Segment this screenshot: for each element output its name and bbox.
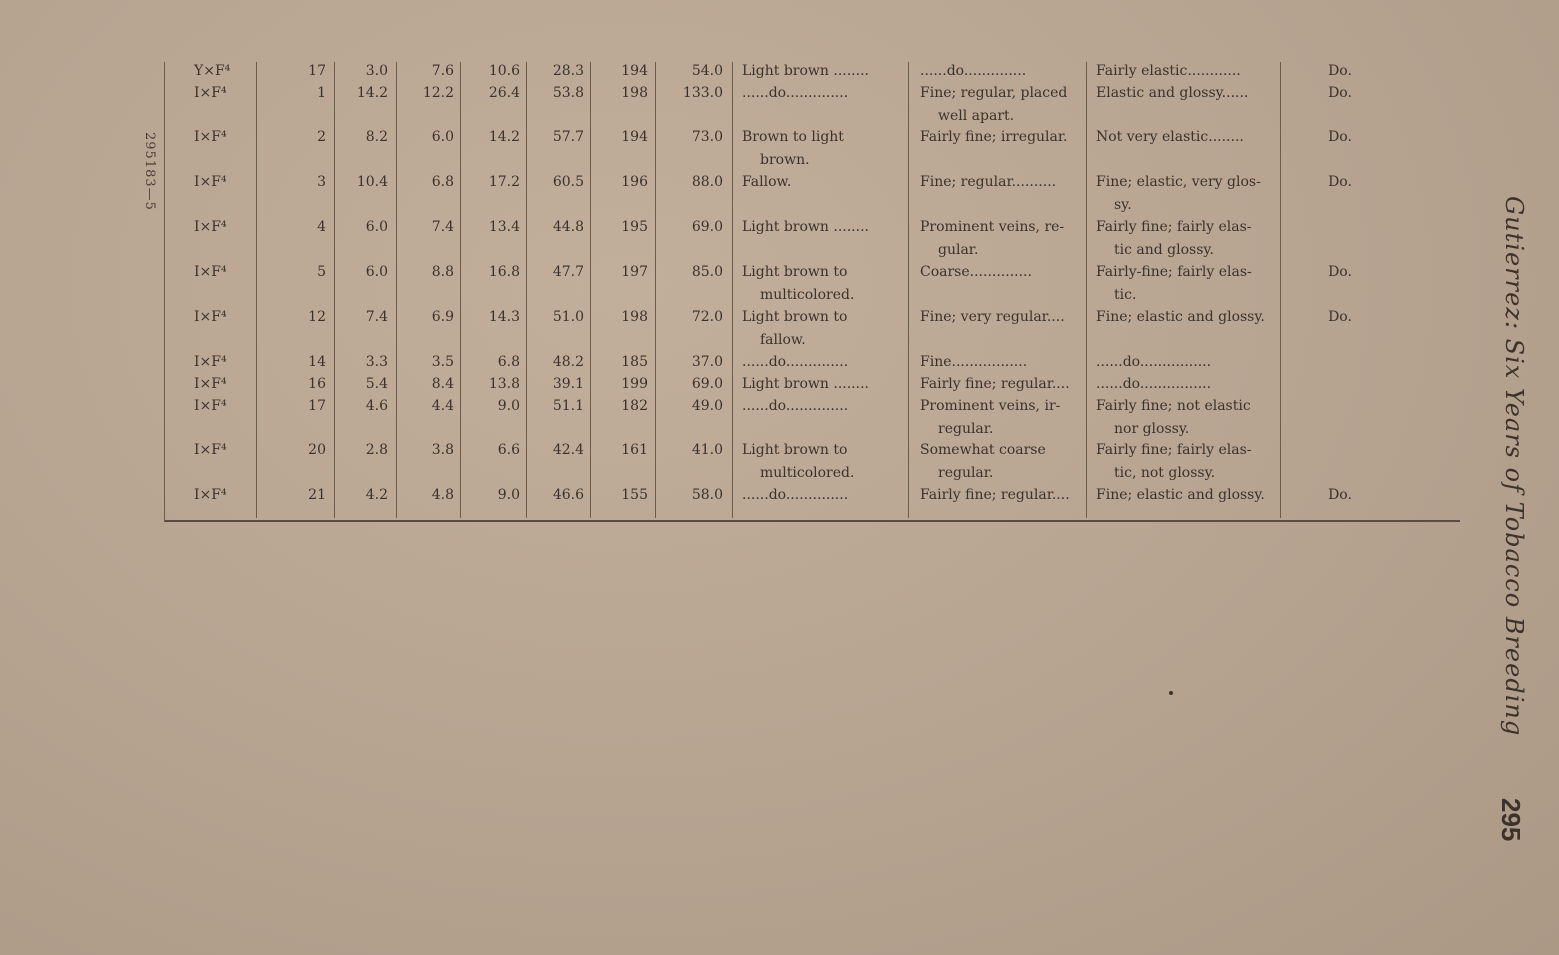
value-cell: 194 xyxy=(621,129,648,145)
color-cell xyxy=(742,216,904,239)
value-cell: 37.0 xyxy=(691,354,723,370)
value-cell: 46.6 xyxy=(552,487,584,503)
value-cell: 13.4 xyxy=(488,219,520,235)
elasticity-cell xyxy=(1096,171,1278,217)
value-cell: 7.4 xyxy=(365,309,388,325)
elasticity-cell xyxy=(1096,439,1278,485)
cell-line: Fairly-fine; fairly elas- xyxy=(1096,264,1252,280)
column-rule xyxy=(732,62,733,518)
elasticity-cell xyxy=(1096,373,1278,396)
cell-line: Fine; very regular.... xyxy=(920,309,1065,325)
cross-cell: I×F⁴ xyxy=(194,354,227,370)
value-cell: 6.0 xyxy=(365,219,388,235)
value-cell: 4.8 xyxy=(431,487,454,503)
cross-cell: I×F⁴ xyxy=(194,264,227,280)
plant-number-cell: 20 xyxy=(308,442,326,458)
value-cell: 44.8 xyxy=(552,219,584,235)
cross-cell: I×F⁴ xyxy=(194,85,227,101)
cell-line: Fine; elastic, very glos- xyxy=(1096,174,1261,190)
cell-continuation-line: multicolored. xyxy=(760,465,855,481)
value-cell: 9.0 xyxy=(497,398,520,414)
cell-continuation-line: sy. xyxy=(1114,197,1132,213)
elasticity-cell xyxy=(1096,82,1278,105)
value-cell: 3.8 xyxy=(431,442,454,458)
value-cell: 69.0 xyxy=(691,376,723,392)
value-cell: 197 xyxy=(621,264,648,280)
column-rule xyxy=(396,62,397,518)
cross-cell: I×F⁴ xyxy=(194,442,227,458)
texture-cell xyxy=(920,82,1084,128)
cell-line: Fine; elastic and glossy. xyxy=(1096,487,1265,503)
value-cell: 58.0 xyxy=(691,487,723,503)
cell-line: Somewhat coarse xyxy=(920,442,1046,458)
column-rule xyxy=(1086,62,1087,518)
cross-cell: I×F⁴ xyxy=(194,129,227,145)
color-cell xyxy=(742,373,904,396)
plant-number-cell: 17 xyxy=(308,63,326,79)
paper-speck xyxy=(1169,691,1173,695)
texture-cell xyxy=(920,60,1084,83)
color-cell xyxy=(742,82,904,105)
page-number: 295 xyxy=(1496,798,1526,842)
value-cell: 4.2 xyxy=(365,487,388,503)
color-cell xyxy=(742,484,904,507)
cell-continuation-line: nor glossy. xyxy=(1114,421,1190,437)
cell-line: Fairly fine; fairly elas- xyxy=(1096,442,1252,458)
value-cell: 13.8 xyxy=(488,376,520,392)
cell-line: Light brown ........ xyxy=(742,376,869,392)
color-cell xyxy=(742,126,904,172)
texture-cell xyxy=(920,351,1084,374)
value-cell: 6.0 xyxy=(365,264,388,280)
plant-number-cell: 12 xyxy=(308,309,326,325)
value-cell: 7.4 xyxy=(431,219,454,235)
cell-line: ......do.............. xyxy=(742,85,849,101)
value-cell: 8.2 xyxy=(365,129,388,145)
value-cell: 51.1 xyxy=(552,398,584,414)
cell-line: Coarse.............. xyxy=(920,264,1032,280)
value-cell: 3.3 xyxy=(365,354,388,370)
column-rule xyxy=(526,62,527,518)
cell-line: ......do................ xyxy=(1096,354,1212,370)
cell-continuation-line: fallow. xyxy=(760,332,806,348)
data-table xyxy=(164,58,1460,524)
running-head: Gutierrez: Six Years of Tobacco Breeding xyxy=(1500,196,1528,737)
value-cell: 14.3 xyxy=(488,309,520,325)
value-cell: 17.2 xyxy=(488,174,520,190)
cell-line: Prominent veins, re- xyxy=(920,219,1065,235)
column-rule xyxy=(908,62,909,518)
cell-line: ......do................ xyxy=(1096,376,1212,392)
value-cell: 73.0 xyxy=(691,129,723,145)
cell-line: Prominent veins, ir- xyxy=(920,398,1061,414)
ditto-cell: Do. xyxy=(1328,63,1352,79)
cell-line: Fine; elastic and glossy. xyxy=(1096,309,1265,325)
plant-number-cell: 5 xyxy=(317,264,326,280)
value-cell: 8.4 xyxy=(431,376,454,392)
value-cell: 53.8 xyxy=(552,85,584,101)
cell-line: Fairly fine; not elastic xyxy=(1096,398,1251,414)
ditto-cell: Do. xyxy=(1328,129,1352,145)
cell-line: Brown to light xyxy=(742,129,844,145)
elasticity-cell xyxy=(1096,351,1278,374)
value-cell: 155 xyxy=(621,487,648,503)
elasticity-cell xyxy=(1096,261,1278,307)
elasticity-cell xyxy=(1096,484,1278,507)
value-cell: 39.1 xyxy=(552,376,584,392)
cell-continuation-line: brown. xyxy=(760,152,810,168)
value-cell: 14.2 xyxy=(488,129,520,145)
cell-line: ......do.............. xyxy=(742,354,849,370)
cell-line: Not very elastic........ xyxy=(1096,129,1244,145)
value-cell: 9.0 xyxy=(497,487,520,503)
column-rule xyxy=(590,62,591,518)
cell-line: ......do.............. xyxy=(920,63,1027,79)
texture-cell xyxy=(920,373,1084,396)
cross-cell: I×F⁴ xyxy=(194,376,227,392)
texture-cell xyxy=(920,395,1084,441)
cell-continuation-line: tic, not glossy. xyxy=(1114,465,1216,481)
value-cell: 185 xyxy=(621,354,648,370)
elasticity-cell xyxy=(1096,126,1278,149)
value-cell: 47.7 xyxy=(552,264,584,280)
value-cell: 28.3 xyxy=(552,63,584,79)
value-cell: 60.5 xyxy=(552,174,584,190)
cell-line: Light brown ........ xyxy=(742,63,869,79)
value-cell: 7.6 xyxy=(431,63,454,79)
color-cell xyxy=(742,306,904,352)
cell-line: ......do.............. xyxy=(742,398,849,414)
cross-cell: I×F⁴ xyxy=(194,398,227,414)
cross-cell: I×F⁴ xyxy=(194,174,227,190)
column-rule xyxy=(655,62,656,518)
color-cell xyxy=(742,60,904,83)
texture-cell xyxy=(920,484,1084,507)
plant-number-cell: 2 xyxy=(317,129,326,145)
margin-signature-text: 295183—5 xyxy=(142,132,157,211)
elasticity-cell xyxy=(1096,395,1278,441)
table-bottom-rule xyxy=(164,520,1460,522)
value-cell: 3.0 xyxy=(365,63,388,79)
cross-cell: Y×F⁴ xyxy=(194,63,231,79)
ditto-cell: Do. xyxy=(1328,309,1352,325)
value-cell: 194 xyxy=(621,63,648,79)
cross-cell: I×F⁴ xyxy=(194,309,227,325)
cell-continuation-line: regular. xyxy=(938,421,994,437)
value-cell: 195 xyxy=(621,219,648,235)
cell-continuation-line: tic. xyxy=(1114,287,1137,303)
cell-line: Light brown to xyxy=(742,309,848,325)
column-rule xyxy=(334,62,335,518)
texture-cell xyxy=(920,261,1084,284)
plant-number-cell: 16 xyxy=(308,376,326,392)
plant-number-cell: 1 xyxy=(317,85,326,101)
value-cell: 6.8 xyxy=(431,174,454,190)
value-cell: 42.4 xyxy=(552,442,584,458)
cell-line: Fairly fine; fairly elas- xyxy=(1096,219,1252,235)
column-rule xyxy=(460,62,461,518)
plant-number-cell: 14 xyxy=(308,354,326,370)
value-cell: 3.5 xyxy=(431,354,454,370)
table-left-rule xyxy=(164,62,165,522)
column-rule xyxy=(256,62,257,518)
texture-cell xyxy=(920,216,1084,262)
value-cell: 196 xyxy=(621,174,648,190)
value-cell: 16.8 xyxy=(488,264,520,280)
value-cell: 8.8 xyxy=(431,264,454,280)
value-cell: 85.0 xyxy=(691,264,723,280)
cell-line: Light brown to xyxy=(742,442,848,458)
value-cell: 198 xyxy=(621,85,648,101)
ditto-cell: Do. xyxy=(1328,174,1352,190)
cell-line: Fine; regular, placed xyxy=(920,85,1068,101)
cell-line: Fine................. xyxy=(920,354,1028,370)
value-cell: 48.2 xyxy=(552,354,584,370)
value-cell: 10.6 xyxy=(488,63,520,79)
ditto-cell: Do. xyxy=(1328,85,1352,101)
value-cell: 4.6 xyxy=(365,398,388,414)
texture-cell xyxy=(920,171,1084,194)
cell-line: Elastic and glossy...... xyxy=(1096,85,1249,101)
texture-cell xyxy=(920,306,1084,329)
value-cell: 6.6 xyxy=(497,442,520,458)
value-cell: 10.4 xyxy=(356,174,388,190)
value-cell: 69.0 xyxy=(691,219,723,235)
value-cell: 88.0 xyxy=(691,174,723,190)
elasticity-cell xyxy=(1096,216,1278,262)
value-cell: 51.0 xyxy=(552,309,584,325)
plant-number-cell: 21 xyxy=(308,487,326,503)
plant-number-cell: 17 xyxy=(308,398,326,414)
cell-line: Light brown to xyxy=(742,264,848,280)
value-cell: 6.9 xyxy=(431,309,454,325)
value-cell: 182 xyxy=(621,398,648,414)
value-cell: 12.2 xyxy=(422,85,454,101)
cell-line: Light brown ........ xyxy=(742,219,869,235)
cell-continuation-line: well apart. xyxy=(938,108,1015,124)
value-cell: 6.8 xyxy=(497,354,520,370)
value-cell: 26.4 xyxy=(488,85,520,101)
cross-cell: I×F⁴ xyxy=(194,487,227,503)
cell-line: ......do.............. xyxy=(742,487,849,503)
value-cell: 4.4 xyxy=(431,398,454,414)
plant-number-cell: 3 xyxy=(317,174,326,190)
cell-continuation-line: multicolored. xyxy=(760,287,855,303)
cell-line: Fairly elastic............ xyxy=(1096,63,1241,79)
elasticity-cell xyxy=(1096,60,1278,83)
value-cell: 133.0 xyxy=(682,85,723,101)
value-cell: 198 xyxy=(621,309,648,325)
plant-number-cell: 4 xyxy=(317,219,326,235)
value-cell: 49.0 xyxy=(691,398,723,414)
value-cell: 57.7 xyxy=(552,129,584,145)
cell-line: Fairly fine; regular.... xyxy=(920,487,1070,503)
cell-line: Fairly fine; irregular. xyxy=(920,129,1068,145)
texture-cell xyxy=(920,126,1084,149)
value-cell: 6.0 xyxy=(431,129,454,145)
value-cell: 2.8 xyxy=(365,442,388,458)
value-cell: 14.2 xyxy=(356,85,388,101)
color-cell xyxy=(742,439,904,485)
color-cell xyxy=(742,395,904,418)
color-cell xyxy=(742,261,904,307)
cell-line: Fine; regular.......... xyxy=(920,174,1057,190)
cell-continuation-line: regular. xyxy=(938,465,994,481)
cell-continuation-line: gular. xyxy=(938,242,979,258)
color-cell xyxy=(742,171,904,194)
cell-continuation-line: tic and glossy. xyxy=(1114,242,1214,258)
cell-line: Fairly fine; regular.... xyxy=(920,376,1070,392)
cross-cell: I×F⁴ xyxy=(194,219,227,235)
value-cell: 199 xyxy=(621,376,648,392)
ditto-cell: Do. xyxy=(1328,487,1352,503)
value-cell: 5.4 xyxy=(365,376,388,392)
value-cell: 161 xyxy=(621,442,648,458)
cell-line: Fallow. xyxy=(742,174,792,190)
value-cell: 54.0 xyxy=(691,63,723,79)
elasticity-cell xyxy=(1096,306,1278,329)
ditto-cell: Do. xyxy=(1328,264,1352,280)
color-cell xyxy=(742,351,904,374)
value-cell: 41.0 xyxy=(691,442,723,458)
value-cell: 72.0 xyxy=(691,309,723,325)
texture-cell xyxy=(920,439,1084,485)
column-rule xyxy=(1280,62,1281,518)
